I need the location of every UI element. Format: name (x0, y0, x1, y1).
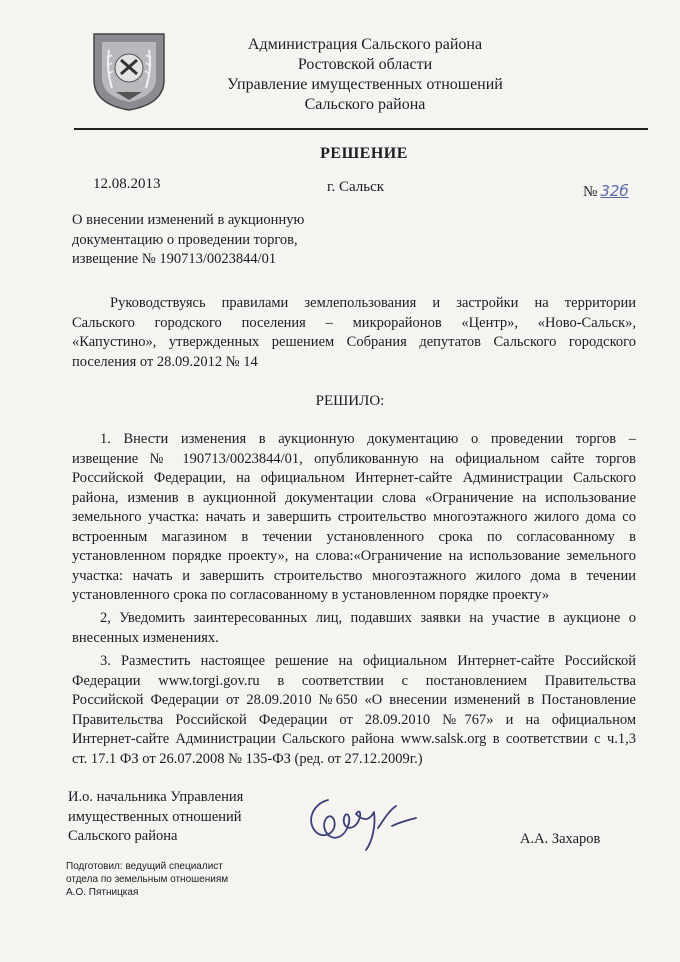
item-3-line: 3. Разместить настоящее решение на официальном Интернет-сайте Российской (100, 653, 636, 669)
number-prefix: № (583, 184, 598, 200)
signer-title-block (68, 788, 243, 847)
item-1-line: 1. Внести изменения в аукционную документацию о проведении торгов – (100, 431, 636, 447)
document-city: г. Сальск (327, 179, 385, 195)
item-3-line: Федерации www.torgi.gov.ru в соответствии с постановлением Правительства (72, 672, 636, 689)
item-1-line: участка: начать и завершить строительство многоэтажного жилого дома в течении (72, 567, 636, 584)
signer-line: Сальского района (68, 828, 178, 844)
item-1-line: установленном порядке проекту», на слова:«Ограничение на использование земельного (72, 548, 636, 564)
item-3-line: Интернет-сайте Администрации Сальского района www.salsk.org в соответствии с ч.1,3 (72, 731, 636, 747)
document-title: РЕШЕНИЕ (320, 145, 408, 162)
item-1-line: района, изменив в аукционной документации слова «Ограничение на использование (72, 489, 636, 506)
item-3-line: ст. 17.1 ФЗ от 26.07.2008 № 135-ФЗ (ред. от 27.12.2009г.) (72, 750, 423, 767)
header-divider (74, 128, 648, 130)
preamble-line: Руководствуясь правилами землепользования и застройки на территории (110, 295, 636, 311)
prepared-line: Подготовил: ведущий специалист (66, 861, 223, 872)
organization-header (200, 35, 530, 115)
handwritten-number: 32б (600, 182, 629, 200)
item-3-line: Правительства Российской Федерации от 28.09.2010 №767» и на официальном (72, 711, 636, 728)
item-1-line: земельного участка: начать и завершить строительство многоэтажного жилого дома со (72, 509, 636, 525)
subject-line: документацию о проведении торгов, (72, 231, 298, 248)
prepared-line: А.О. Пятницкая (66, 887, 139, 898)
subject-line: извещение № 190713/0023844/01 (72, 251, 277, 267)
header-line-4: Сальского района (304, 96, 426, 113)
item-1-line: встроенным магазином в течении установленного срока по согласованному в (72, 528, 636, 545)
preamble-line: Сальского городского поселения – микрорайонов «Центр», «Ново-Сальск», (72, 314, 636, 331)
prepared-line: отдела по земельным отношениям (66, 874, 229, 885)
subject-line: О внесении изменений в аукционную (72, 212, 305, 228)
document-date: 12.08.2013 (93, 176, 161, 192)
item-1-line: установленного срока по согласованному в установленном порядке проекту» (72, 587, 550, 603)
item-3-line: Российской Федерации от 28.09.2010 №650 «О внесении изменений в Постановление (72, 692, 636, 708)
coat-of-arms-emblem (90, 30, 168, 112)
decided-heading: РЕШИЛО: (315, 393, 385, 409)
item-2-line: 2, Уведомить заинтересованных лиц, подавших заявки на участие в аукционе о (100, 610, 636, 626)
item-1-paragraph (72, 430, 636, 606)
signer-line: И.о. начальника Управления (68, 789, 244, 805)
item-1-line: Российской Федерации, на официальном Интернет-сайте Администрации Сальского (72, 470, 636, 486)
preamble-line: поселения от 28.09.2012 № 14 (72, 353, 258, 370)
document-number (583, 182, 629, 201)
header-line-1: Администрация Сальского района (247, 36, 483, 53)
preamble-line: «Капустино», утвержденных решением Собрания депутатов Сальского городского (72, 334, 636, 350)
signer-line: имущественных отношений (68, 808, 242, 825)
header-line-3: Управление имущественных отношений (227, 76, 503, 93)
preamble-paragraph (72, 294, 636, 372)
prepared-by-block (66, 860, 228, 899)
item-1-line: извещение № 190713/0023844/01, опубликованную на официальном сайте торгов (72, 450, 636, 467)
subject-block (72, 211, 304, 270)
item-2-paragraph (72, 609, 636, 648)
signer-name: А.А. Захаров (520, 831, 601, 847)
header-line-2: Ростовской области (297, 56, 433, 73)
handwritten-signature (300, 792, 418, 854)
item-2-line: внесенных изменениях. (72, 629, 219, 646)
item-3-paragraph (72, 652, 636, 769)
